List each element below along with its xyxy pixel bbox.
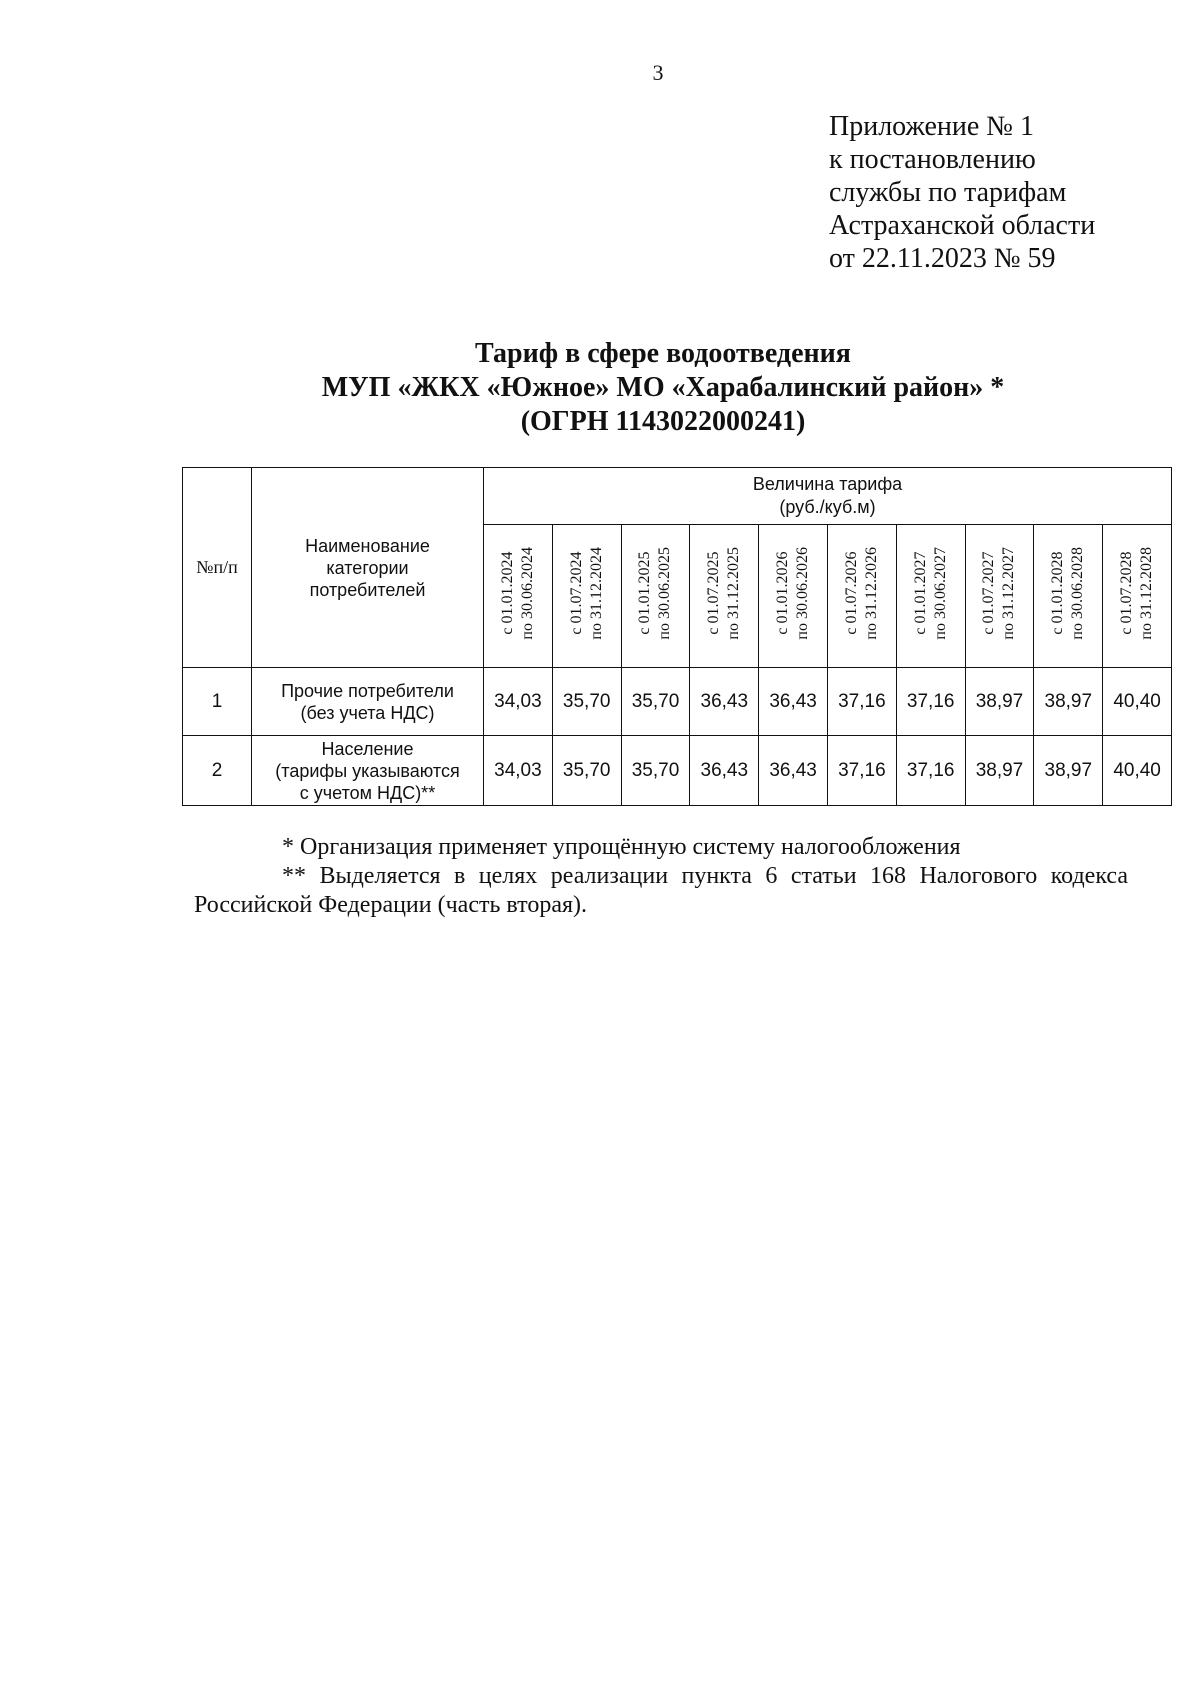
tariff-value-cell: 38,97	[965, 668, 1034, 736]
col-name-header	[252, 468, 484, 668]
period-label	[773, 547, 813, 640]
consumer-category-line: Население	[321, 738, 414, 759]
footnotes	[194, 833, 1128, 920]
tariff-value-cell: 37,16	[896, 668, 965, 736]
tariff-value-cell: 36,43	[690, 736, 759, 806]
page-number: 3	[652, 60, 664, 85]
consumer-category-line: Прочие потребители	[281, 680, 454, 701]
tariff-value-header	[484, 468, 1172, 525]
consumer-category-line: (без учета НДС)	[300, 702, 435, 723]
period-header-cell	[552, 525, 621, 668]
period-header-cell	[896, 525, 965, 668]
tariff-value-cell: 38,97	[1034, 736, 1103, 806]
tariff-value-cell: 36,43	[759, 668, 828, 736]
period-label	[1048, 547, 1088, 640]
period-header-cell	[1103, 525, 1172, 668]
appendix-line: службы по тарифам	[829, 177, 1067, 208]
period-label-line: с 01.07.2026	[842, 551, 860, 636]
tariff-value-cell: 35,70	[552, 736, 621, 806]
col-num-header-text: №п/п	[196, 557, 238, 577]
period-label-line: по 30.06.2027	[931, 547, 949, 640]
period-header-cell	[690, 525, 759, 668]
period-label-line: с 01.01.2028	[1049, 551, 1067, 636]
period-label-line: по 30.06.2024	[518, 547, 536, 640]
col-name-header-line: потребителей	[309, 579, 426, 600]
consumer-category	[252, 668, 484, 736]
period-header-cell	[759, 525, 828, 668]
tariff-value-cell: 40,40	[1103, 668, 1172, 736]
appendix-line: Приложение № 1	[829, 111, 1034, 142]
period-label-line: по 30.06.2025	[656, 547, 674, 640]
period-label-line: с 01.07.2024	[567, 551, 585, 636]
tariff-value-cell: 35,70	[621, 668, 690, 736]
period-label	[842, 547, 882, 640]
appendix-block	[829, 110, 1095, 275]
period-label-line: с 01.07.2025	[705, 551, 723, 636]
period-label-line: по 31.12.2024	[587, 547, 605, 640]
tariff-value-cell: 37,16	[827, 736, 896, 806]
period-label-line: по 31.12.2026	[862, 547, 880, 640]
period-label	[979, 547, 1019, 640]
period-label-line: по 30.06.2026	[794, 547, 812, 640]
row-number: 1	[183, 668, 252, 736]
table-row	[183, 736, 1172, 806]
title-line: Тариф в сфере водоотведения	[475, 338, 851, 369]
period-header-cell	[621, 525, 690, 668]
tariff-value-cell: 37,16	[896, 736, 965, 806]
tariff-value-cell: 38,97	[1034, 668, 1103, 736]
tariff-value-header-line: Величина тарифа	[752, 474, 903, 494]
period-label-line: по 31.12.2027	[1000, 547, 1018, 640]
period-label-line: по 30.06.2028	[1069, 547, 1087, 640]
document-title	[120, 337, 1200, 439]
tariff-value-header-line: (руб./куб.м)	[779, 497, 876, 517]
period-label-line: с 01.01.2026	[774, 551, 792, 636]
period-label	[567, 547, 607, 640]
period-label-line: с 01.01.2024	[498, 551, 516, 636]
table-row	[183, 668, 1172, 736]
period-label	[635, 547, 675, 640]
period-label	[911, 547, 951, 640]
row-number: 2	[183, 736, 252, 806]
appendix-line: к постановлению	[829, 144, 1036, 175]
appendix-line: от 22.11.2023 № 59	[829, 243, 1056, 274]
appendix-line: Астраханской области	[829, 210, 1096, 241]
period-label-line: с 01.01.2025	[636, 551, 654, 636]
tariff-value-cell: 40,40	[1103, 736, 1172, 806]
tariff-table	[182, 467, 1172, 806]
consumer-category	[252, 736, 484, 806]
consumer-category-line: с учетом НДС)**	[299, 782, 436, 803]
period-label	[704, 547, 744, 640]
tariff-value-cell: 35,70	[552, 668, 621, 736]
period-label-line: с 01.07.2027	[980, 551, 998, 636]
tariff-value-cell: 37,16	[827, 668, 896, 736]
col-name-header-line: категории	[326, 557, 409, 578]
tariff-value-cell: 38,97	[965, 736, 1034, 806]
period-label-line: с 01.01.2027	[911, 551, 929, 636]
tariff-value-cell: 34,03	[484, 736, 553, 806]
consumer-category-line: (тарифы указываются	[275, 760, 460, 781]
tariff-value-cell: 35,70	[621, 736, 690, 806]
period-label	[1117, 547, 1157, 640]
period-header-cell	[827, 525, 896, 668]
period-label-line: по 31.12.2028	[1138, 547, 1156, 640]
col-name-header-line: Наименование	[305, 535, 430, 556]
col-num-header	[183, 468, 252, 668]
period-header-cell	[484, 525, 553, 668]
tariff-value-cell: 34,03	[484, 668, 553, 736]
period-header-cell	[965, 525, 1034, 668]
period-label-line: с 01.07.2028	[1118, 551, 1136, 636]
footnote-1: * Организация применяет упрощённую систему налогообложения	[282, 834, 961, 860]
period-label	[498, 547, 538, 640]
tariff-value-cell: 36,43	[690, 668, 759, 736]
footnote-2: ** Выделяется в целях реализации пункта 6 статьи 168 Налогового кодекса Российской Федерации (часть вторая).	[194, 863, 1128, 918]
title-line: (ОГРН 1143022000241)	[520, 406, 806, 437]
title-line: МУП «ЖКХ «Южное» МО «Харабалинский район» *	[321, 372, 1005, 403]
tariff-value-cell: 36,43	[759, 736, 828, 806]
period-header-cell	[1034, 525, 1103, 668]
period-label-line: по 31.12.2025	[725, 547, 743, 640]
